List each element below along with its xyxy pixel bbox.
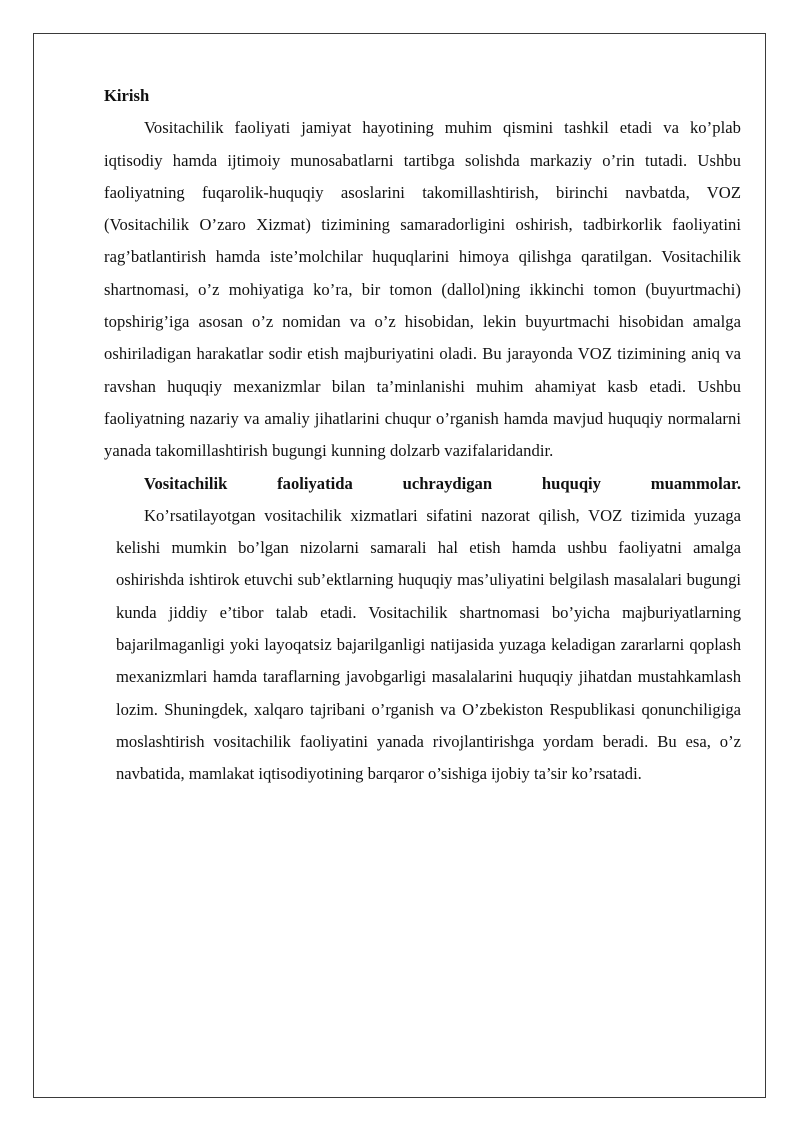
- section-heading: Kirish: [104, 86, 150, 105]
- body-paragraph: Ko’rsatilayotgan vositachilik xizmatlari sifatini nazorat qilish, VOZ tizimida yuzaga kelishi mumkin bo’lgan nizolarni samarali hal etish hamda ushbu faoliyatni amalga oshirishda ishtirok etuvchi sub’ektlarning huquqiy mas’uliyatini belgilash masalalari bugungi kunda jiddiy e’tibor talab etadi. Vositachilik shartnomasi bo’yicha majburiyatlarning bajarilmaganligi yoki layoqatsiz bajarilganligi natijasida yuzaga keladigan zararlarni qoplash mexanizmlari hamda taraflarning javobgarligi masalalarini huquqiy jihatdan mustahkamlash lozim. Shuningdek, xalqaro tajribani o’rganish va O’zbekiston Respublikasi qonunchiligiga moslashtirish vositachilik faoliyatini yanada rivojlantirishga yordam beradi. Bu esa, o’z navbatida, mamlakat iqtisodiyotining barqaror o’sishiga ijobiy ta’sir ko’rsatadi.: [116, 505, 741, 784]
- section-subheading: Vositachilik faoliyatida uchraydigan huquqiy muammolar.: [144, 473, 741, 493]
- document-body: [104, 80, 741, 791]
- intro-paragraph: Vositachilik faoliyati jamiyat hayotining muhim qismini tashkil etadi va ko’plab iqtisodiy hamda ijtimoiy munosabatlarni tartibga solishda markaziy o’rin tutadi. Ushbu faoliyatning fuqarolik-huquqiy asoslarini takomillashtirish, birinchi navbatda, VOZ (Vositachilik O’zaro Xizmat) tizimining samaradorligini oshirish, tadbirkorlik faoliyatini rag’batlantirish hamda iste’molchilar huquqlarini himoya qilishga qaratilgan. Vositachilik shartnomasi, o’z mohiyatiga ko’ra, bir tomon (dallol)ning ikkinchi tomon (buyurtmachi) topshirig’iga asosan o’z nomidan va o’z hisobidan, lekin buyurtmachi hisobidan amalga oshiriladigan harakatlar sodir etish majburiyatini oladi. Bu jarayonda VOZ tizimining aniq va ravshan huquqiy mexanizmlar bilan ta’minlanishi muhim ahamiyat kasb etadi. Ushbu faoliyatning nazariy va amaliy jihatlarini chuqur o’rganish hamda mavjud huquqiy normalarni yanada takomillashtirish bugungi kunning dolzarb vazifalaridandir.: [104, 118, 741, 461]
